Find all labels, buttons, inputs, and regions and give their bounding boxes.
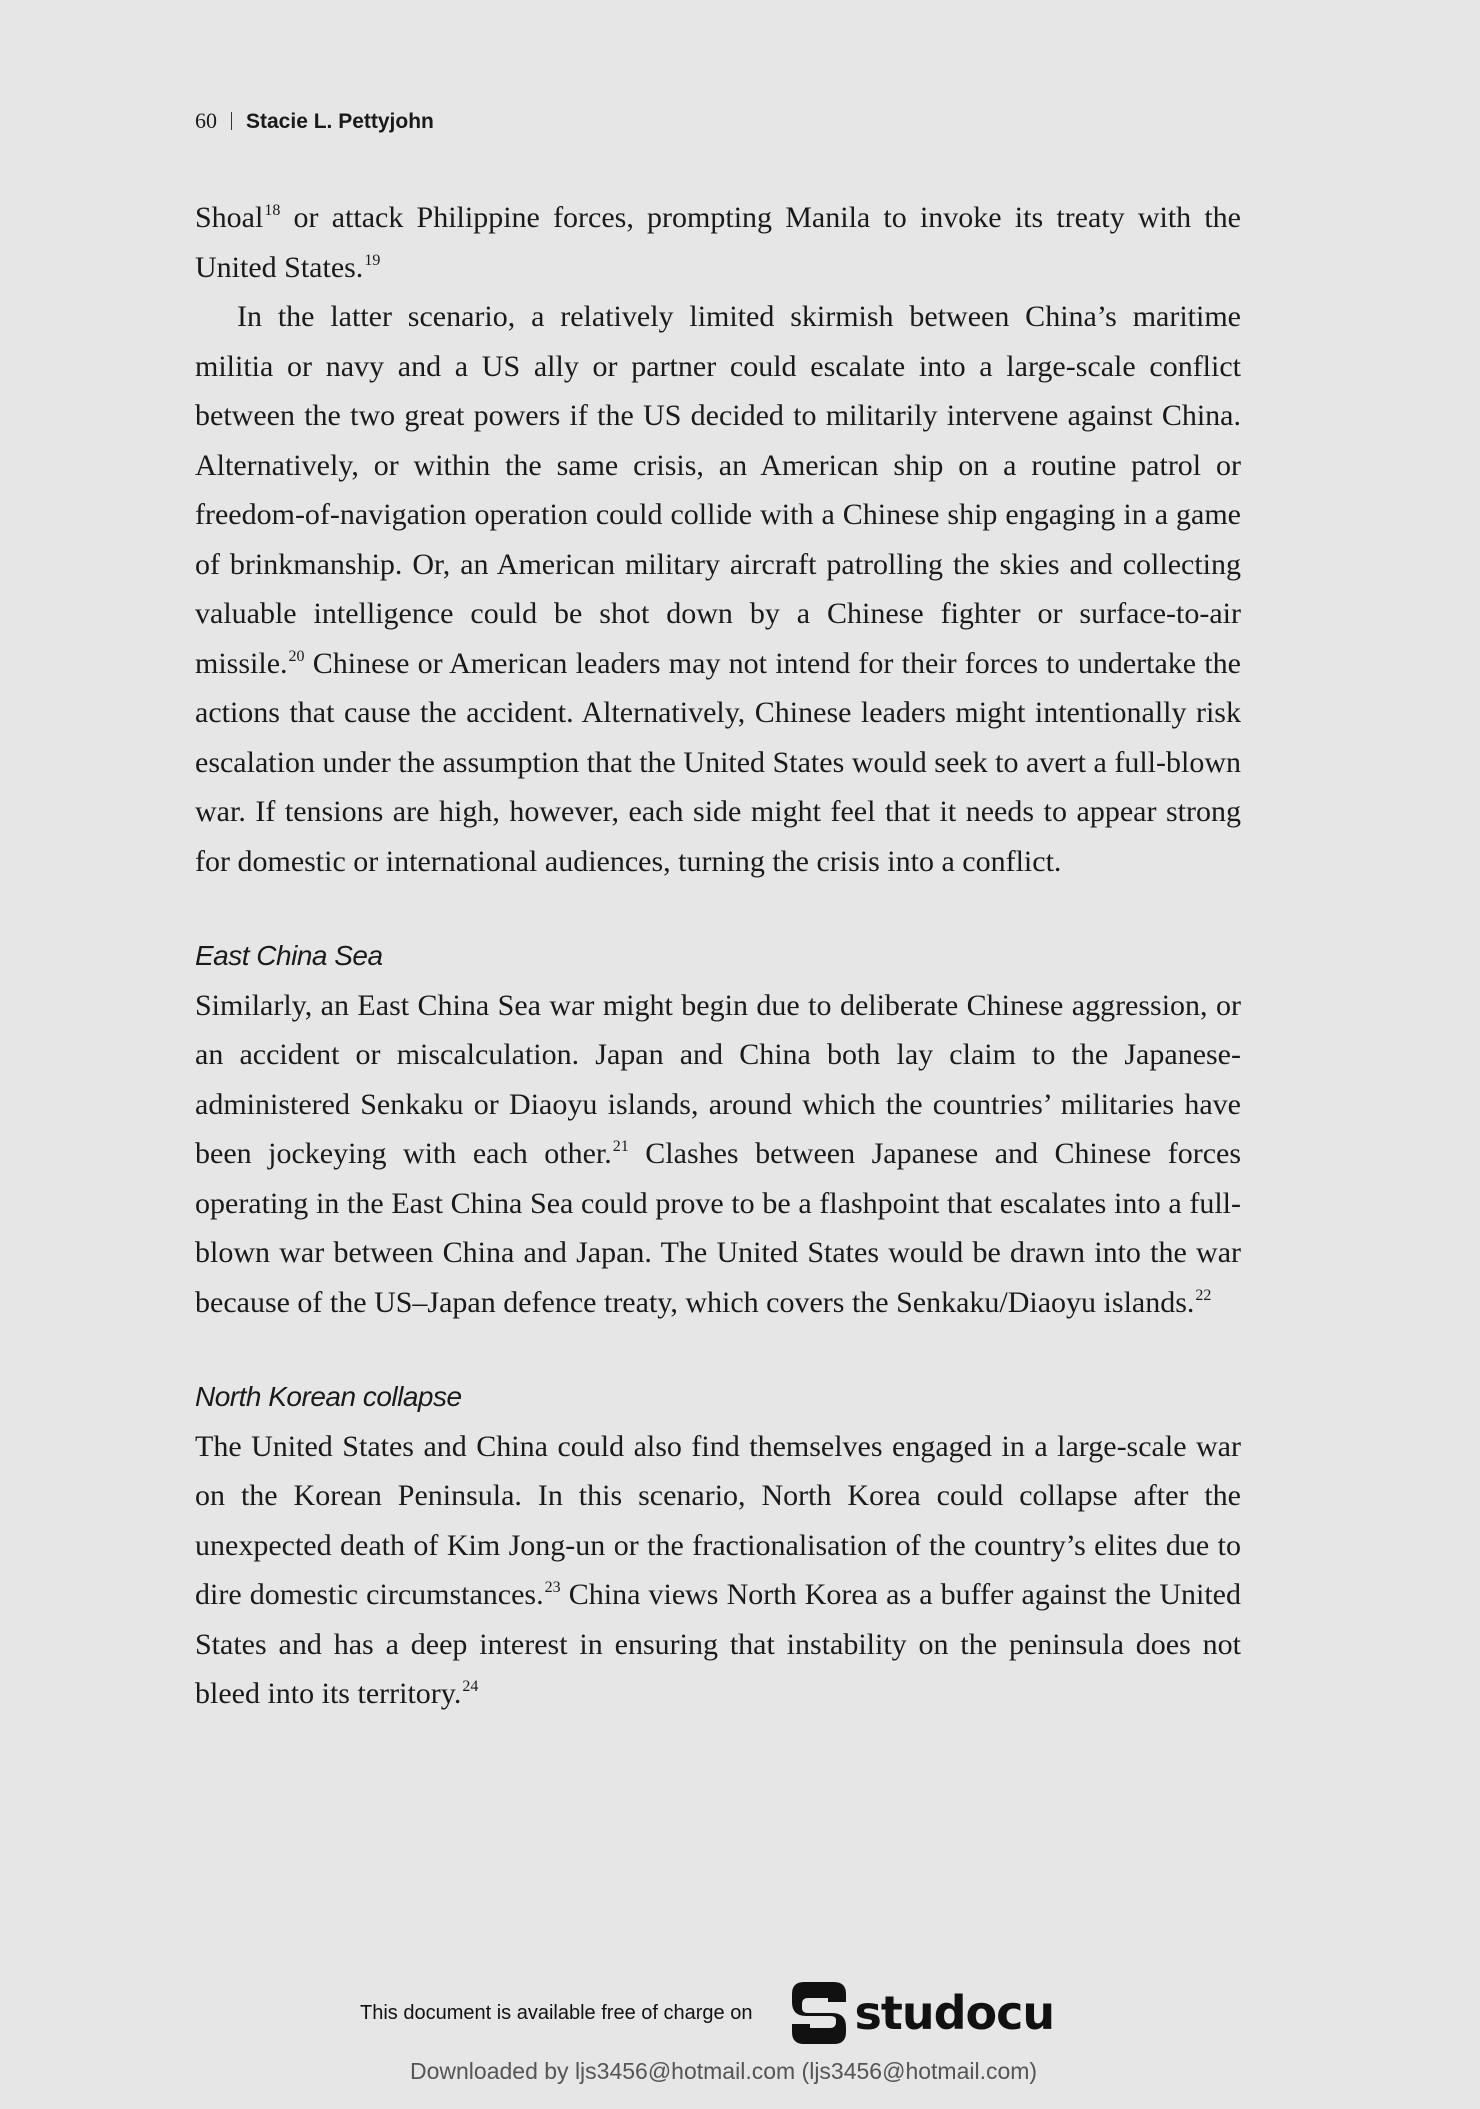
footnote-ref[interactable]: 22 bbox=[1195, 1286, 1212, 1304]
paragraph-continuation: Shoal$^{18}$ or attack Philippine forces, prompting Manila to invoke its treaty with the United States.$^{19}$ bbox=[195, 201, 1241, 284]
paragraph-north-korean-collapse: The United States and China could also find themselves engaged in a large-scale war on the Korean Peninsula. In this scenario, North Korea could collapse after the unexpected death of Kim Jong-un or the fractionalisation of the country’s elites due to dire domestic circumstances.$^{23}$ China views North Korea as a buffer against the United States and has a deep interest in ensuring that instability on the peninsula does not bleed into its territory.$^{24}$ bbox=[195, 1429, 1241, 1710]
studocu-logo-link[interactable] bbox=[790, 1980, 1054, 2046]
section-heading-east-china-sea: East China Sea bbox=[195, 940, 383, 971]
header-divider bbox=[231, 112, 232, 130]
footnote-ref[interactable]: 20 bbox=[288, 647, 305, 665]
footnote-ref[interactable]: 23 bbox=[544, 1579, 561, 1596]
footnote-ref[interactable]: 21 bbox=[612, 1138, 629, 1155]
studocu-logo-text: studocu bbox=[854, 1986, 1055, 2040]
running-header bbox=[195, 108, 434, 134]
paragraph-east-china-sea: Similarly, an East China Sea war might begin due to deliberate Chinese aggression, or an accident or miscalculation. Japan and China both lay claim to the Japanese-administered Senkaku or Diaoyu islands, around which the countries’ militaries have been jockeying with each other.$^{21}$ Clashes between Japanese and Chinese forces operating in the East China Sea could prove to be a flashpoint that escalates into a full-blown war between China and Japan. The United States would be drawn into the war because of the US–Japan defence treaty, which covers the Senkaku/Diaoyu islands.$^{22}$ bbox=[195, 988, 1241, 1319]
author-name: Stacie L. Pettyjohn bbox=[246, 110, 434, 133]
article-body bbox=[195, 193, 1241, 1719]
footnote-ref[interactable]: 19 bbox=[364, 251, 381, 269]
downloaded-by-text: Downloaded by ljs3456@hotmail.com (ljs3456@hotmail.com) bbox=[410, 2058, 1038, 2084]
availability-text: This document is available free of charge on bbox=[360, 2001, 753, 2024]
page-number: 60 bbox=[195, 108, 217, 133]
footnote-ref[interactable]: 18 bbox=[264, 202, 281, 219]
section-heading-north-korean-collapse: North Korean collapse bbox=[195, 1381, 462, 1412]
availability-row bbox=[360, 1980, 1054, 2046]
footnote-ref[interactable]: 24 bbox=[462, 1678, 479, 1695]
paragraph-latter-scenario: In the latter scenario, a relatively limited skirmish between China’s maritime militia or navy and a US ally or partner could escalate into a large-scale conflict between the two great powers if the US decided to militarily intervene against China. Alternatively, or within the same crisis, an American ship on a routine patrol or freedom-of-navigation operation could collide with a Chinese ship engaging in a game of brinkmanship. Or, an American military aircraft patrolling the skies and collecting valuable intelligence could be shot down by a Chinese fighter or surface-to-air missile.$^{20}$ Chinese or American leaders may not intend for their forces to undertake the actions that cause the accident. Alternatively, Chinese leaders might intentionally risk escalation under the assumption that the United States would seek to avert a full-blown war. If tensions are high, however, each side might feel that it needs to appear strong for domestic or international audiences, turning the crisis into a conflict. bbox=[195, 300, 1241, 878]
studocu-logo-icon bbox=[790, 1980, 848, 2046]
